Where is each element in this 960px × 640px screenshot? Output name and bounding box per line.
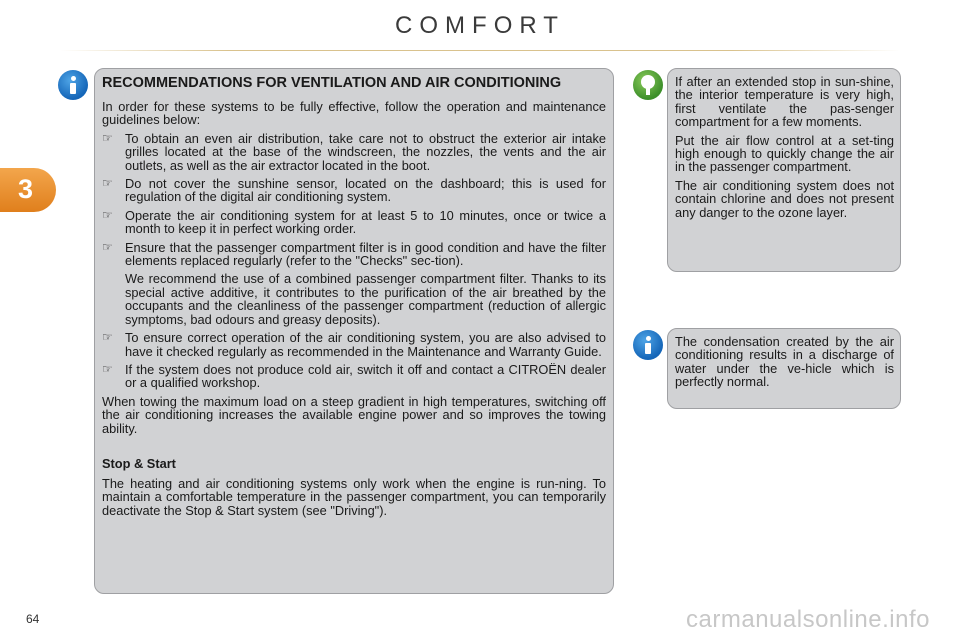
eco-tip-panel: [667, 68, 901, 272]
pointing-hand-icon: ☞: [102, 176, 113, 191]
list-item: [102, 177, 606, 204]
pointing-hand-icon: ☞: [102, 239, 113, 254]
bullet-text: If the system does not produce cold air, switch it off and contact a CITROËN dealer or a qualified workshop.: [125, 361, 606, 391]
eco-tip-paragraph: Put the air flow control at a set-ting high enough to quickly change the air in the passenger compartment.: [675, 132, 894, 175]
chapter-tab: [0, 168, 56, 212]
eco-leaf-icon: [633, 70, 663, 100]
bullet-text: Ensure that the passenger compartment filter is in good condition and have the filter elements replaced regularly (refer to the "Checks" sec-tion).: [125, 239, 606, 269]
recommendations-panel: [94, 68, 614, 594]
pointing-hand-icon: ☞: [102, 130, 113, 145]
info-icon: [633, 330, 663, 360]
filter-note-text: We recommend the use of a combined passenger compartment filter. Thanks to its special active additive, it contributes to the purification of the air breathed by the occupants and the cleanliness of the passenger compartment (reduction of allergic symptoms, bad odours and greasy deposits).: [125, 271, 606, 327]
condensation-note-text: The condensation created by the air conditioning results in a discharge of water under the ve-hicle which is perfectly normal.: [675, 334, 894, 390]
intro-text: In order for these systems to be fully effective, follow the operation and maintenance guidelines below:: [102, 99, 606, 128]
watermark: carmanualsonline.info: [686, 606, 930, 633]
list-item: [102, 132, 606, 172]
list-item: [102, 363, 606, 390]
page-title: COMFORT: [395, 12, 565, 39]
pointing-hand-icon: ☞: [102, 330, 113, 345]
bullet-text: To obtain an even air distribution, take care not to obstruct the exterior air intake grilles located at the base of the windscreen, the nozzles, the vents and the air outlets, as well as the air extractor located in the boot.: [125, 130, 606, 173]
bullet-text: Do not cover the sunshine sensor, located on the dashboard; this is used for regulation of the digital air conditioning system.: [125, 176, 606, 205]
list-item: [102, 331, 606, 358]
eco-tip-paragraph: If after an extended stop in sun-shine, the interior temperature is very high, first ventilate the pas-senger compartment for a few moments.: [675, 74, 894, 130]
list-item: [102, 209, 606, 236]
section-heading: RECOMMENDATIONS FOR VENTILATION AND AIR CONDITIONING: [102, 75, 562, 91]
towing-text: When towing the maximum load on a steep gradient in high temperatures, switching off the air conditioning increases the available engine power and so improves the towing ability.: [102, 393, 606, 436]
bullet-text: To ensure correct operation of the air conditioning system, you are also advised to have it checked regularly as recommended in the Maintenance and Warranty Guide.: [125, 330, 606, 359]
page-number: 64: [26, 612, 40, 626]
condensation-note-panel: [667, 328, 901, 409]
filter-note: [102, 272, 606, 326]
chapter-number: 3: [18, 174, 34, 204]
stop-start-heading: Stop & Start: [102, 455, 176, 471]
title-divider: [60, 50, 900, 51]
eco-tip-paragraph: The air conditioning system does not contain chlorine and does not present any danger to the ozone layer.: [675, 177, 894, 220]
bullet-text: Operate the air conditioning system for at least 5 to 10 minutes, once or twice a month to keep it in perfect working order.: [125, 207, 606, 237]
pointing-hand-icon: ☞: [102, 207, 113, 222]
stop-start-text: The heating and air conditioning systems only work when the engine is run-ning. To maintain a comfortable temperature in the passenger compartment, you can temporarily deactivate the Stop & Start system (see "Driving").: [102, 475, 606, 518]
pointing-hand-icon: ☞: [102, 361, 113, 376]
info-icon: [58, 70, 88, 100]
list-item: [102, 241, 606, 268]
